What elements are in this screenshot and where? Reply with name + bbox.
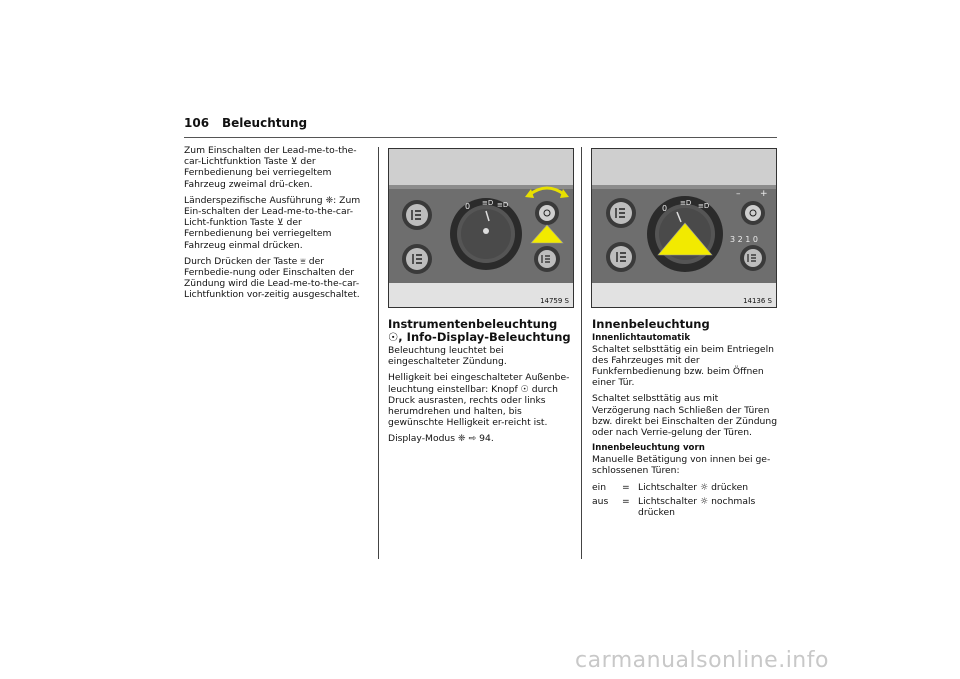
paragraph: Manuelle Betätigung von innen bei ge-schlossenen Türen: [592, 454, 771, 477]
fog-light-button-icon [606, 198, 636, 228]
paragraph: Schaltet selbsttätig aus mit Verzögerung nach Schließen der Türen bzw. direkt bei Einschalten der Zündung oder nach Verrie-gelung der Türen. [592, 393, 778, 438]
page-title: Beleuchtung [222, 116, 308, 130]
fog-light-button-icon [402, 200, 432, 230]
definition-row [592, 482, 778, 493]
svg-text:+: + [760, 189, 768, 199]
paragraph: Helligkeit bei eingeschalteter Außenbe-leuchtung einstellbar: Knopf ☉ durch Druck ausrasten, rechts oder links herumdrehen und halten, bis gewünschte Helligkeit er-reicht ist. [388, 372, 570, 429]
column-divider-left [378, 147, 379, 559]
figure-instrument-lighting [388, 148, 574, 308]
paragraph: Schaltet selbsttätig ein beim Entriegeln des Fahrzeuges mit der Funkfernbedienung bzw. beim Öffnen einer Tür. [592, 343, 774, 389]
watermark: carmanualsonline.info [575, 648, 829, 673]
definition-equals: = [622, 481, 630, 493]
svg-text:≡D: ≡D [482, 199, 494, 207]
figure-interior-lighting [591, 148, 777, 308]
rear-fog-light-button-icon [402, 244, 432, 274]
definition-key: aus [592, 495, 609, 507]
paragraph: Länderspezifische Ausführung ❈: Zum Ein-schalten der Lead-me-to-the-car-Licht-funktion Taste ⊻ der Fernbedienung bei verriegeltem Fahrzeug einmal drücken. [184, 194, 361, 251]
svg-text:3 2 1 0: 3 2 1 0 [730, 235, 758, 244]
svg-text:–: – [736, 189, 741, 199]
definition-key: ein [592, 481, 607, 493]
section-heading: Instrumentenbeleuchtung ☉, Info-Display-Beleuchtung [388, 317, 571, 344]
figure-number: 14136 S [743, 297, 772, 305]
header-rule [184, 137, 777, 138]
column-divider-right [581, 147, 582, 559]
section-heading: Innenbeleuchtung [592, 317, 710, 331]
paragraph: Zum Einschalten der Lead-me-to-the-car-Lichtfunktion Taste ⊻ der Fernbedienung bei verriegeltem Fahrzeug zweimal drü-cken. [184, 145, 357, 190]
definition-value: Lichtschalter ☼ nochmals drücken [638, 495, 756, 518]
definition-row [592, 496, 778, 518]
subheading: Innenbeleuchtung vorn [592, 443, 705, 454]
rear-fog-light-button-icon [606, 242, 636, 272]
light-switch-dial-icon [450, 198, 522, 270]
dashboard-switch-illustration [389, 149, 573, 307]
svg-text:≡D: ≡D [680, 199, 692, 207]
paragraph: Durch Drücken der Taste ⩸ der Fernbedie-nung oder Einschalten der Zündung wird die Lead-me-to-the-car-Lichtfunktion vor-zeitig ausgeschaltet. [184, 255, 360, 301]
column-1 [184, 145, 372, 306]
svg-text:0: 0 [465, 202, 471, 211]
headlight-range-knob-icon [534, 246, 560, 272]
column-2 [388, 318, 574, 450]
figure-number: 14759 S [540, 297, 569, 305]
definition-equals: = [622, 495, 630, 507]
subheading: Innenlichtautomatik [592, 332, 691, 343]
svg-text:≡D: ≡D [698, 202, 710, 210]
dimmer-knob-icon [535, 201, 559, 225]
column-3 [592, 318, 778, 521]
dashboard-switch-illustration [592, 149, 776, 307]
svg-text:0: 0 [662, 204, 668, 213]
paragraph: Beleuchtung leuchtet bei eingeschalteter Zündung. [388, 345, 507, 368]
definition-value: Lichtschalter ☼ drücken [638, 481, 749, 493]
paragraph: Display-Modus ❈ ⇨ 94. [388, 433, 494, 445]
page-number: 106 [184, 116, 210, 130]
svg-text:≡D: ≡D [497, 201, 509, 209]
